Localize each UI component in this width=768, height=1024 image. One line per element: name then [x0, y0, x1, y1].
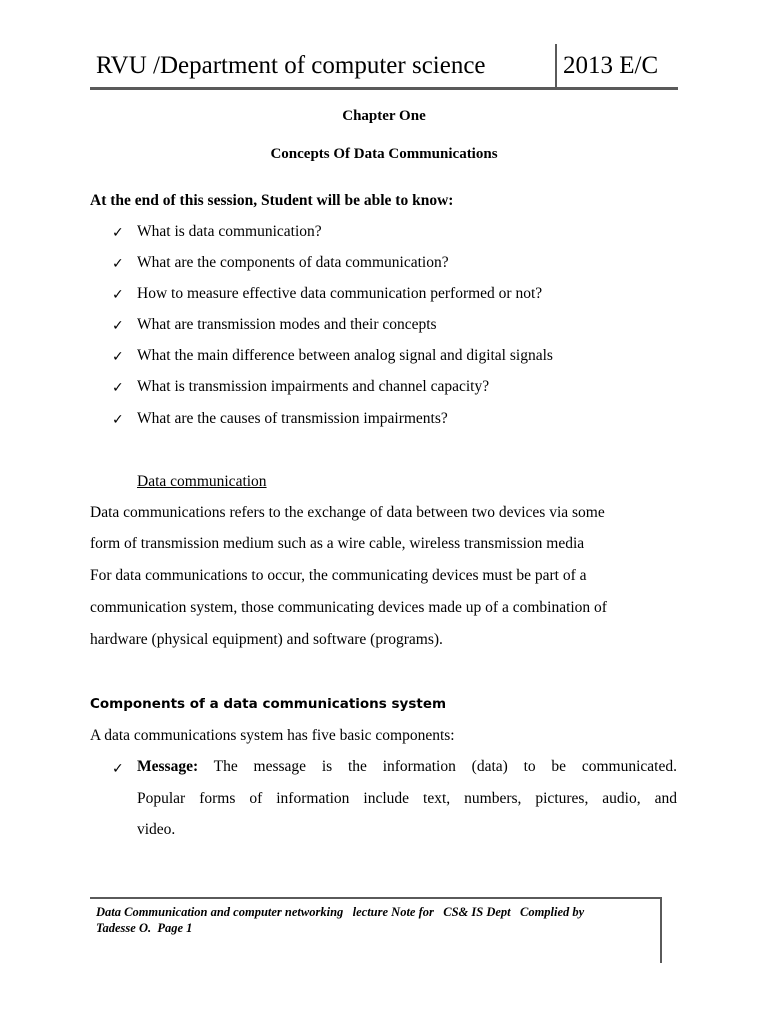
paragraph-line: hardware (physical equipment) and software (programs). [90, 631, 443, 648]
paragraph-line: Data communications refers to the exchange of data between two devices via some [90, 504, 605, 521]
list-item: What are transmission modes and their concepts [137, 316, 437, 333]
header-year: 2013 E/C [563, 52, 659, 79]
list-item: What are the components of data communication? [137, 254, 449, 271]
message-line-2: Popular forms of information include text, numbers, pictures, audio, and [137, 790, 677, 807]
chapter-title: Concepts Of Data Communications [270, 146, 498, 162]
list-item: What are the causes of transmission impairments? [137, 410, 448, 427]
message-label: Message: [137, 758, 199, 775]
check-icon: ✓ [112, 380, 124, 396]
objectives-intro: At the end of this session, Student will be able to know: [90, 192, 454, 209]
paragraph-line: communication system, those communicating devices made up of a combination of [90, 599, 607, 616]
section-heading: Data communication [137, 473, 267, 490]
check-icon: ✓ [112, 412, 124, 428]
footer-line-2: Tadesse O. Page 1 [96, 921, 193, 935]
footer-divider [660, 899, 662, 963]
message-line-1 [137, 758, 677, 776]
list-item: How to measure effective data communication performed or not? [137, 285, 543, 302]
check-icon: ✓ [112, 256, 124, 272]
page-footer [90, 897, 662, 963]
check-icon: ✓ [112, 318, 124, 334]
check-icon: ✓ [112, 761, 124, 777]
components-heading: Components of a data communications system [90, 696, 447, 712]
chapter-label: Chapter One [342, 108, 426, 124]
paragraph-line: For data communications to occur, the communicating devices must be part of a [90, 567, 587, 584]
list-item: What the main difference between analog signal and digital signals [137, 347, 553, 364]
footer-text [96, 904, 651, 936]
header-title: RVU /Department of computer science [96, 52, 486, 79]
components-intro: A data communications system has five basic components: [90, 727, 455, 744]
paragraph-line: form of transmission medium such as a wire cable, wireless transmission media [90, 535, 585, 552]
footer-line-1: Data Communication and computer networking lecture Note for CS& IS Dept Complied by [96, 905, 585, 919]
list-item: What is transmission impairments and channel capacity? [137, 378, 490, 395]
header-divider [555, 44, 557, 87]
message-line-3: video. [137, 821, 176, 838]
message-text: The message is the information (data) to be communicated. [213, 758, 677, 775]
page-header [90, 44, 678, 90]
check-icon: ✓ [112, 349, 124, 365]
list-item: What is data communication? [137, 223, 322, 240]
check-icon: ✓ [112, 287, 124, 303]
check-icon: ✓ [112, 225, 124, 241]
